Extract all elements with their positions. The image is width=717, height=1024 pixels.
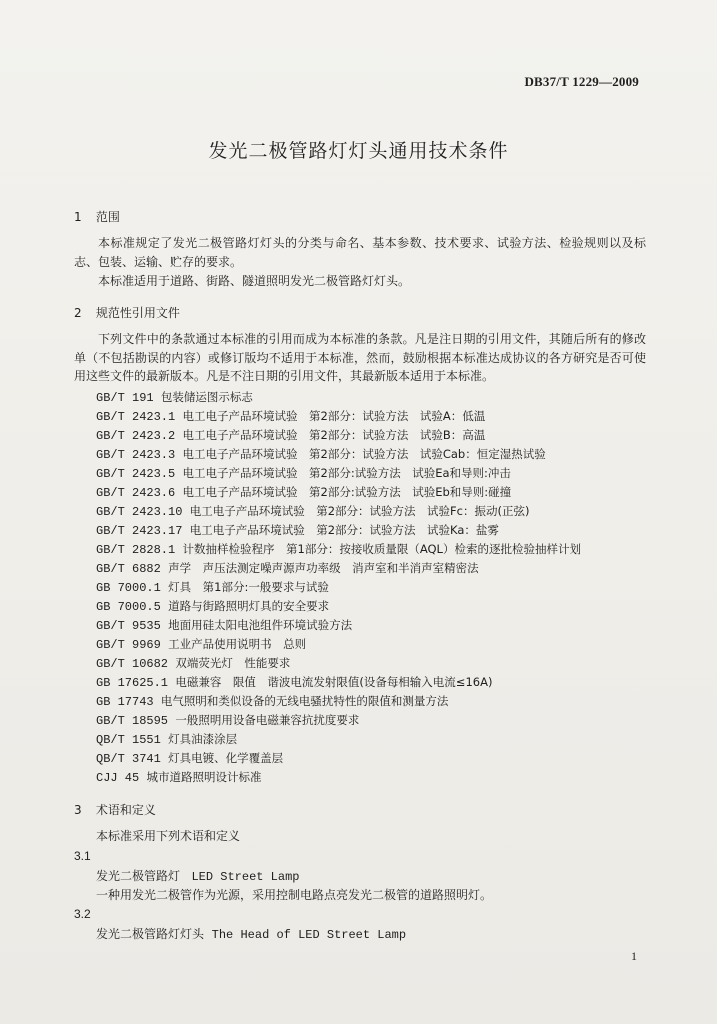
reference-item: GB/T 2423.6 电工电子产品环境试验 第2部分:试验方法 试验Eb和导则:碰撞	[96, 485, 512, 500]
reference-item: GB/T 2423.3 电工电子产品环境试验 第2部分：试验方法 试验Cab：恒定湿热试验	[96, 447, 546, 462]
reference-item: GB/T 2423.17 电工电子产品环境试验 第2部分：试验方法 试验Ka：盐雾	[96, 523, 499, 538]
section-number: 1	[74, 210, 82, 224]
term-heading: 发光二极管路灯灯头 The Head of LED Street Lamp	[96, 927, 407, 942]
reference-item: GB/T 9969 工业产品使用说明书 总则	[96, 637, 307, 652]
section-heading-terms	[74, 801, 156, 818]
section-heading-scope	[74, 208, 120, 225]
terms-intro: 本标准采用下列术语和定义	[96, 829, 241, 843]
section-heading-normative	[74, 304, 180, 321]
reference-item: QB/T 1551 灯具油漆涂层	[96, 732, 238, 747]
standard-number: DB37/T 1229—2009	[524, 74, 639, 89]
section-number: 3	[74, 803, 82, 817]
term-number: 3.1	[74, 849, 91, 863]
reference-item: GB 17625.1 电磁兼容 限值 谐波电流发射限值(设备每相输入电流≤16A)	[96, 675, 493, 690]
section-title: 规范性引用文件	[95, 306, 180, 320]
reference-item: GB 17743 电气照明和类似设备的无线电骚扰特性的限值和测量方法	[96, 694, 449, 709]
page-number: 1	[631, 949, 637, 963]
reference-item: GB/T 2423.10 电工电子产品环境试验 第2部分：试验方法 试验Fc：振动(正弦)	[96, 504, 530, 519]
section-title: 术语和定义	[95, 803, 156, 817]
scope-paragraph-2: 本标准适用于道路、街路、隧道照明发光二极管路灯灯头。	[98, 274, 411, 288]
reference-item: GB/T 18595 一般照明用设备电磁兼容抗扰度要求	[96, 713, 360, 728]
section-title: 范围	[95, 210, 120, 224]
reference-item: GB/T 191 包装储运图示标志	[96, 390, 253, 405]
reference-item: GB/T 2828.1 计数抽样检验程序 第1部分：按接收质量限（AQL）检索的逐批检验抽样计划	[96, 542, 581, 557]
reference-item: GB/T 10682 双端荧光灯 性能要求	[96, 656, 291, 671]
reference-item: GB/T 9535 地面用硅太阳电池组件环境试验方法	[96, 618, 353, 633]
document-title: 发光二极管路灯灯头通用技术条件	[208, 140, 509, 162]
reference-item: GB 7000.1 灯具 第1部分:一般要求与试验	[96, 580, 329, 595]
reference-item: GB/T 2423.1 电工电子产品环境试验 第2部分：试验方法 试验A：低温	[96, 409, 486, 424]
reference-item: CJJ 45 城市道路照明设计标准	[96, 770, 262, 785]
section-number: 2	[74, 306, 82, 320]
normative-intro: 下列文件中的条款通过本标准的引用而成为本标准的条款。凡是注日期的引用文件，其随后所有的修改单（不包括勘误的内容）或修订版均不适用于本标准，然而，鼓励根据本标准达成协议的各方研究是否可使用这些文件的最新版本。凡是不注日期的引用文件，其最新版本适用于本标准。	[74, 332, 646, 384]
term-heading: 发光二极管路灯 LED Street Lamp	[96, 869, 300, 884]
reference-item: GB/T 6882 声学 声压法测定噪声源声功率级 消声室和半消声室精密法	[96, 561, 479, 576]
term-number: 3.2	[74, 907, 91, 921]
reference-item: QB/T 3741 灯具电镀、化学覆盖层	[96, 751, 284, 766]
scope-paragraph-1: 本标准规定了发光二极管路灯灯头的分类与命名、基本参数、技术要求、试验方法、检验规则以及标志、包装、运输、贮存的要求。	[74, 236, 646, 269]
term-definition: 一种用发光二极管作为光源，采用控制电路点亮发光二极管的道路照明灯。	[96, 888, 493, 902]
reference-item: GB 7000.5 道路与街路照明灯具的安全要求	[96, 599, 330, 614]
reference-item: GB/T 2423.5 电工电子产品环境试验 第2部分:试验方法 试验Ea和导则:冲击	[96, 466, 511, 481]
reference-item: GB/T 2423.2 电工电子产品环境试验 第2部分：试验方法 试验B：高温	[96, 428, 486, 443]
